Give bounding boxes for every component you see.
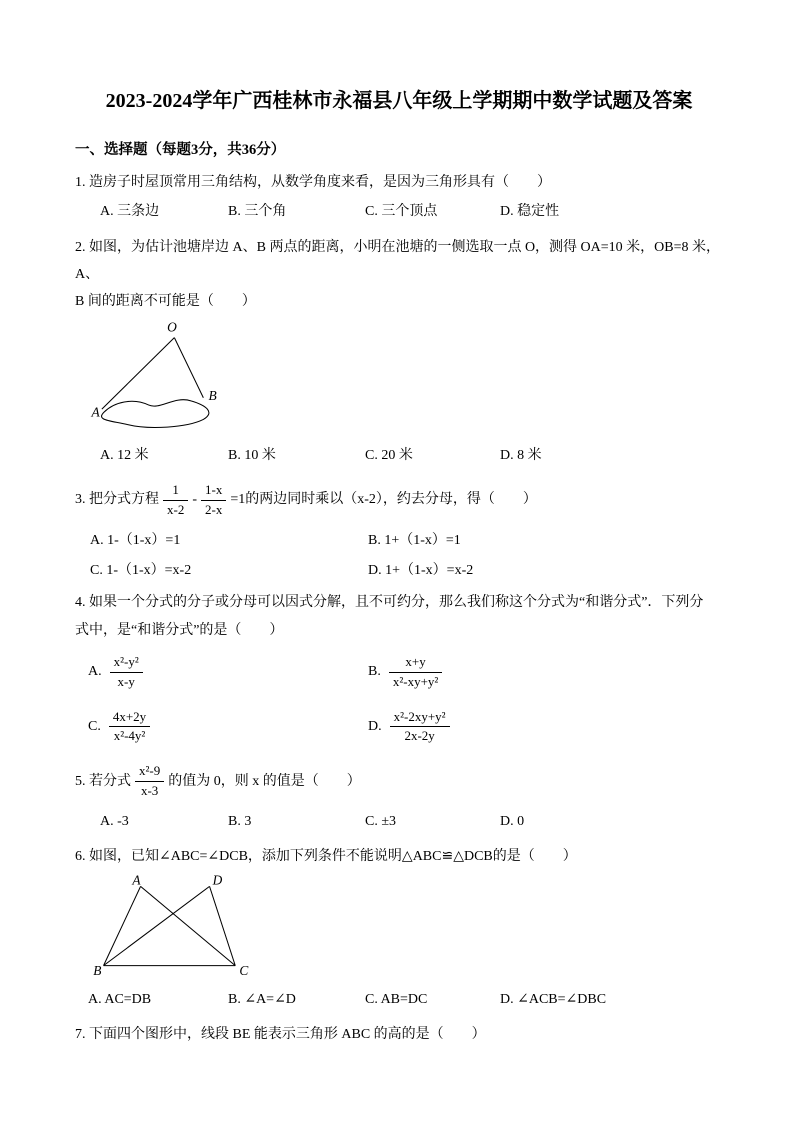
q4-option-c-fraction xyxy=(109,708,150,747)
q4-option-a-label: A. xyxy=(88,664,102,680)
point-a-label: A xyxy=(91,404,100,420)
q4-option-d xyxy=(368,705,454,750)
q3-frac2-denominator: 2-x xyxy=(205,501,223,517)
q5-suffix: 的值为 0，则 x 的值是（ ） xyxy=(168,773,361,789)
q3-frac1-denominator: x-2 xyxy=(167,501,185,517)
point-b-label: B xyxy=(208,388,217,404)
question-3-options-row2 xyxy=(75,556,723,585)
point-c-label: C xyxy=(239,962,249,978)
q3-minus-sign: - xyxy=(192,492,198,508)
q6-option-b: B. ∠A=∠D xyxy=(228,991,296,1007)
q3-fraction-2 xyxy=(201,481,226,520)
q5-prefix: 5. 若分式 xyxy=(75,773,131,789)
q3-option-d: D. 1+（1-x）=x-2 xyxy=(368,562,474,578)
question-2-figure xyxy=(90,319,723,440)
pond-figure xyxy=(90,319,238,435)
q5-numerator: x²-9 xyxy=(135,762,164,782)
q4-a-numerator: x²-y² xyxy=(110,653,143,673)
question-1-text: 1. 造房子时屋顶常用三角结构，从数学角度来看，是因为三角形具有（ ） xyxy=(75,175,551,190)
q5-option-a: A. -3 xyxy=(100,813,129,829)
q3-equals: =1 xyxy=(230,492,246,508)
question-6-options xyxy=(75,986,723,1013)
q1-option-c: C. 三个顶点 xyxy=(365,204,438,220)
q5-fraction xyxy=(135,762,164,801)
question-6-figure xyxy=(93,873,723,984)
q3-fraction-1 xyxy=(163,481,188,520)
q6-option-c: C. AB=DC xyxy=(365,991,428,1007)
question-4-options-row2 xyxy=(75,705,723,750)
q6-option-d: D. ∠ACB=∠DBC xyxy=(500,991,607,1007)
q4-c-denominator: x²-4y² xyxy=(113,728,146,744)
point-b-label: B xyxy=(93,962,102,978)
q4-option-a xyxy=(88,650,368,695)
q4-c-numerator: 4x+2y xyxy=(109,708,150,728)
question-3-text xyxy=(75,478,723,523)
q5-denominator: x-3 xyxy=(140,783,159,799)
q4-d-denominator: 2x-2y xyxy=(404,728,435,744)
question-6 xyxy=(75,843,723,1013)
triangles-figure xyxy=(93,873,253,979)
question-5-options xyxy=(75,808,723,835)
question-4 xyxy=(75,589,723,749)
question-5 xyxy=(75,759,723,835)
q3-frac2-numerator: 1-x xyxy=(201,481,226,501)
section-heading: 一、选择题（每题3分，共36分） xyxy=(75,142,286,158)
question-3-options-row1 xyxy=(75,526,723,555)
q5-option-c: C. ±3 xyxy=(365,813,397,829)
q4-a-denominator: x-y xyxy=(117,673,135,689)
question-2 xyxy=(75,234,723,470)
question-3 xyxy=(75,478,723,585)
q3-suffix: 的两边同时乘以（x-2），约去分母，得（ ） xyxy=(245,492,537,508)
question-7-text: 7. 下面四个图形中，线段 BE 能表示三角形 ABC 的高的是（ ） xyxy=(75,1026,486,1042)
q3-option-b: B. 1+（1-x）=1 xyxy=(368,533,461,549)
question-2-options xyxy=(75,442,723,469)
q4-option-b-label: B. xyxy=(368,664,381,680)
question-2-text-line2: B 间的距离不可能是（ ） xyxy=(75,294,256,310)
question-4-options-row1 xyxy=(75,650,723,695)
q5-option-b: B. 3 xyxy=(228,813,252,829)
q6-option-a: A. AC=DB xyxy=(88,991,152,1007)
question-7 xyxy=(75,1021,723,1048)
q3-frac1-numerator: 1 xyxy=(163,481,188,501)
q1-option-a: A. 三条边 xyxy=(100,204,160,220)
question-5-text xyxy=(75,759,723,804)
q4-option-b xyxy=(368,650,446,695)
point-d-label: D xyxy=(212,872,223,887)
question-6-text: 6. 如图，已知∠ABC=∠DCB，添加下列条件不能说明△ABC≌△DCB的是（ ） xyxy=(75,849,577,865)
q4-d-numerator: x²-2xy+y² xyxy=(390,708,450,728)
q1-option-d: D. 稳定性 xyxy=(500,204,560,220)
q3-option-a: A. 1-（1-x）=1 xyxy=(90,533,181,549)
q4-option-c xyxy=(88,705,368,750)
question-4-text-line2: 式中，是“和谐分式”的是（ ） xyxy=(75,622,284,638)
q4-option-d-fraction xyxy=(390,708,450,747)
q2-option-c: C. 20 米 xyxy=(365,448,413,464)
question-2-text-line1: 2. 如图，为估计池塘岸边 A、B 两点的距离，小明在池塘的一侧选取一点 O，测得 OA=10 米，OB=8 米，A、 xyxy=(75,239,721,282)
q4-b-denominator: x²-xy+y² xyxy=(392,673,439,689)
q1-option-b: B. 三个角 xyxy=(228,204,287,220)
q4-b-numerator: x+y xyxy=(389,653,442,673)
question-4-text-line1: 4. 如果一个分式的分子或分母可以因式分解，且不可约分，那么我们称这个分式为“和谐分式”．下列分 xyxy=(75,595,704,611)
q4-option-c-label: C. xyxy=(88,718,101,734)
q4-option-a-fraction xyxy=(110,653,143,692)
q3-option-c: C. 1-（1-x）=x-2 xyxy=(90,562,192,578)
question-1 xyxy=(75,169,723,226)
q5-option-d: D. 0 xyxy=(500,813,525,829)
question-1-options xyxy=(75,198,723,225)
q2-option-a: A. 12 米 xyxy=(100,448,149,464)
q2-option-d: D. 8 米 xyxy=(500,448,542,464)
q4-option-d-label: D. xyxy=(368,718,382,734)
q2-option-b: B. 10 米 xyxy=(228,448,276,464)
q3-prefix: 3. 把分式方程 xyxy=(75,492,159,508)
point-a-label: A xyxy=(132,872,141,887)
point-o-label: O xyxy=(167,319,177,335)
page-title: 2023-2024学年广西桂林市永福县八年级上学期期中数学试题及答案 xyxy=(105,90,693,112)
q4-option-b-fraction xyxy=(389,653,442,692)
